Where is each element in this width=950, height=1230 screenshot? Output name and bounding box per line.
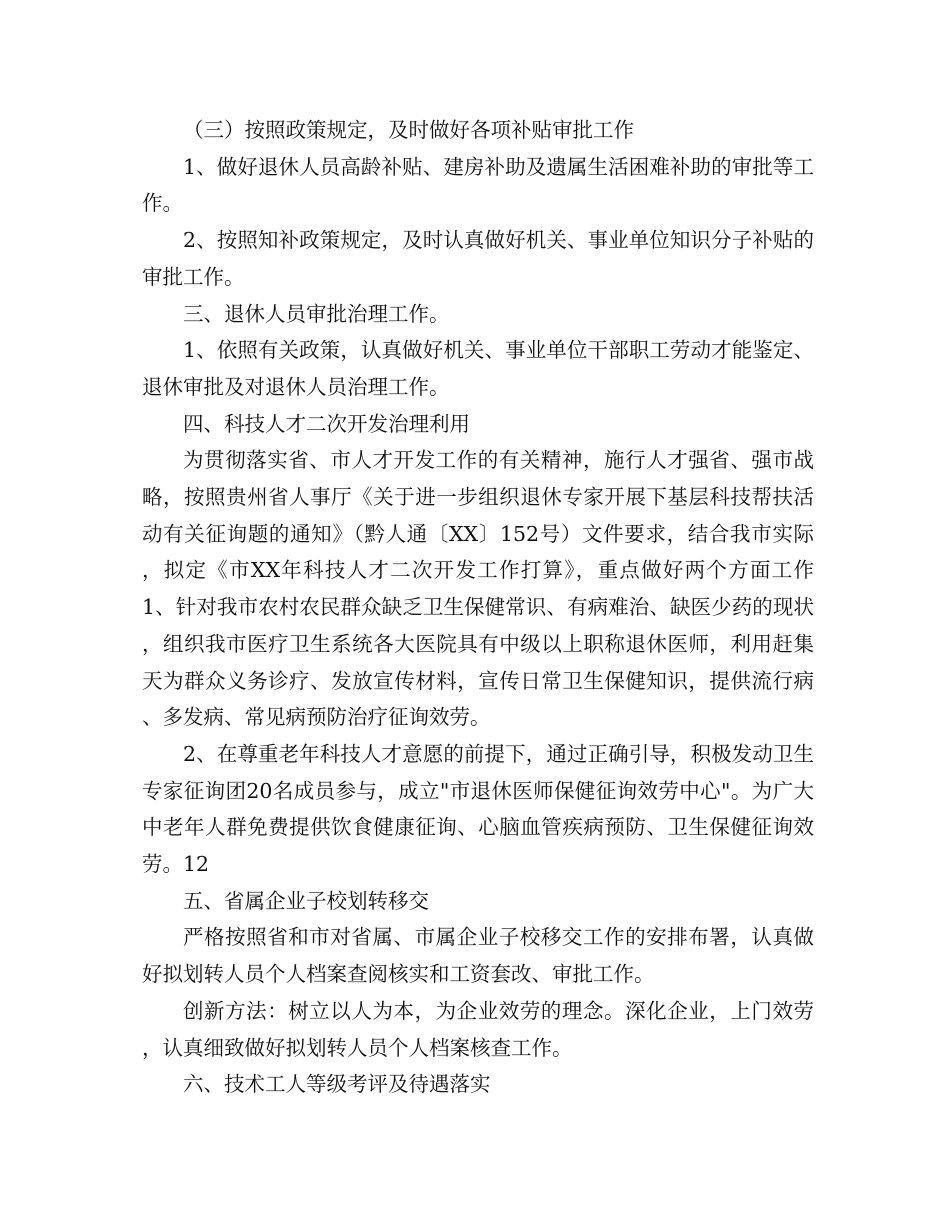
section-heading-talent-development: 四、科技人才二次开发治理利用 [183, 411, 470, 436]
paragraph-innovation-method: 创新方法：树立以人为本，为企业效劳的理念。深化企业，上门效劳，认真细致做好拟划转人员个人档案核查工作。 [142, 998, 814, 1060]
paragraph-school-transfer: 严格按照省和市对省属、市属企业子校移交工作的安排布署，认真做好拟划转人员个人档案查阅核实和工资套改、审批工作。 [142, 925, 814, 987]
paragraph-retiree-subsidy: 1、做好退休人员高龄补贴、建房补助及遗属生活困难补助的审批等工作。 [142, 154, 814, 216]
section-heading-retirement-approval: 三、退休人员审批治理工作。 [183, 301, 450, 326]
document-body [142, 112, 855, 1103]
paragraph-talent-development: 为贯彻落实省、市人才开发工作的有关精神，施行人才强省、强市战略，按照贵州省人事厅《关于进一步组织退休专家开展下基层科技帮扶活动有关征询题的通知》（黔人通〔XX〕152号）文件要求，结合我市实际，拟定《市XX年科技人才二次开发工作打算》，重点做好两个方面工作 1、针对我市农村农民群众缺乏卫生保健常识、有病难治、缺医少药的现状，组织我市医疗卫生系统各大医院具有中级以上职称退休医师，利用赶集天为群众义务诊疗、发放宣传材料，宣传日常卫生保健知识，提供流行病、多发病、常见病预防治疗征询效劳。 [142, 448, 855, 730]
section-heading-school-transfer: 五、省属企业子校划转移交 [183, 888, 429, 913]
paragraph-intellectual-subsidy: 2、按照知补政策规定，及时认真做好机关、事业单位知识分子补贴的审批工作。 [142, 228, 814, 289]
paragraph-health-consulting-center: 2、在尊重老年科技人才意愿的前提下，通过正确引导，积极发动卫生专家征询团20名成员参与，成立"市退休医师保健征询效劳中心"。为广大中老年人群免费提供饮食健康征询、心脑血管疾病预防、卫生保健征询效劳。12 [142, 741, 814, 877]
paragraph-retirement-approval: 1、依照有关政策，认真做好机关、事业单位干部职工劳动才能鉴定、退休审批及对退休人员治理工作。 [142, 338, 814, 399]
section-heading-subsidy-approval: （三）按照政策规定，及时做好各项补贴审批工作 [183, 118, 634, 142]
section-heading-worker-grading: 六、技术工人等级考评及待遇落实 [183, 1072, 491, 1097]
